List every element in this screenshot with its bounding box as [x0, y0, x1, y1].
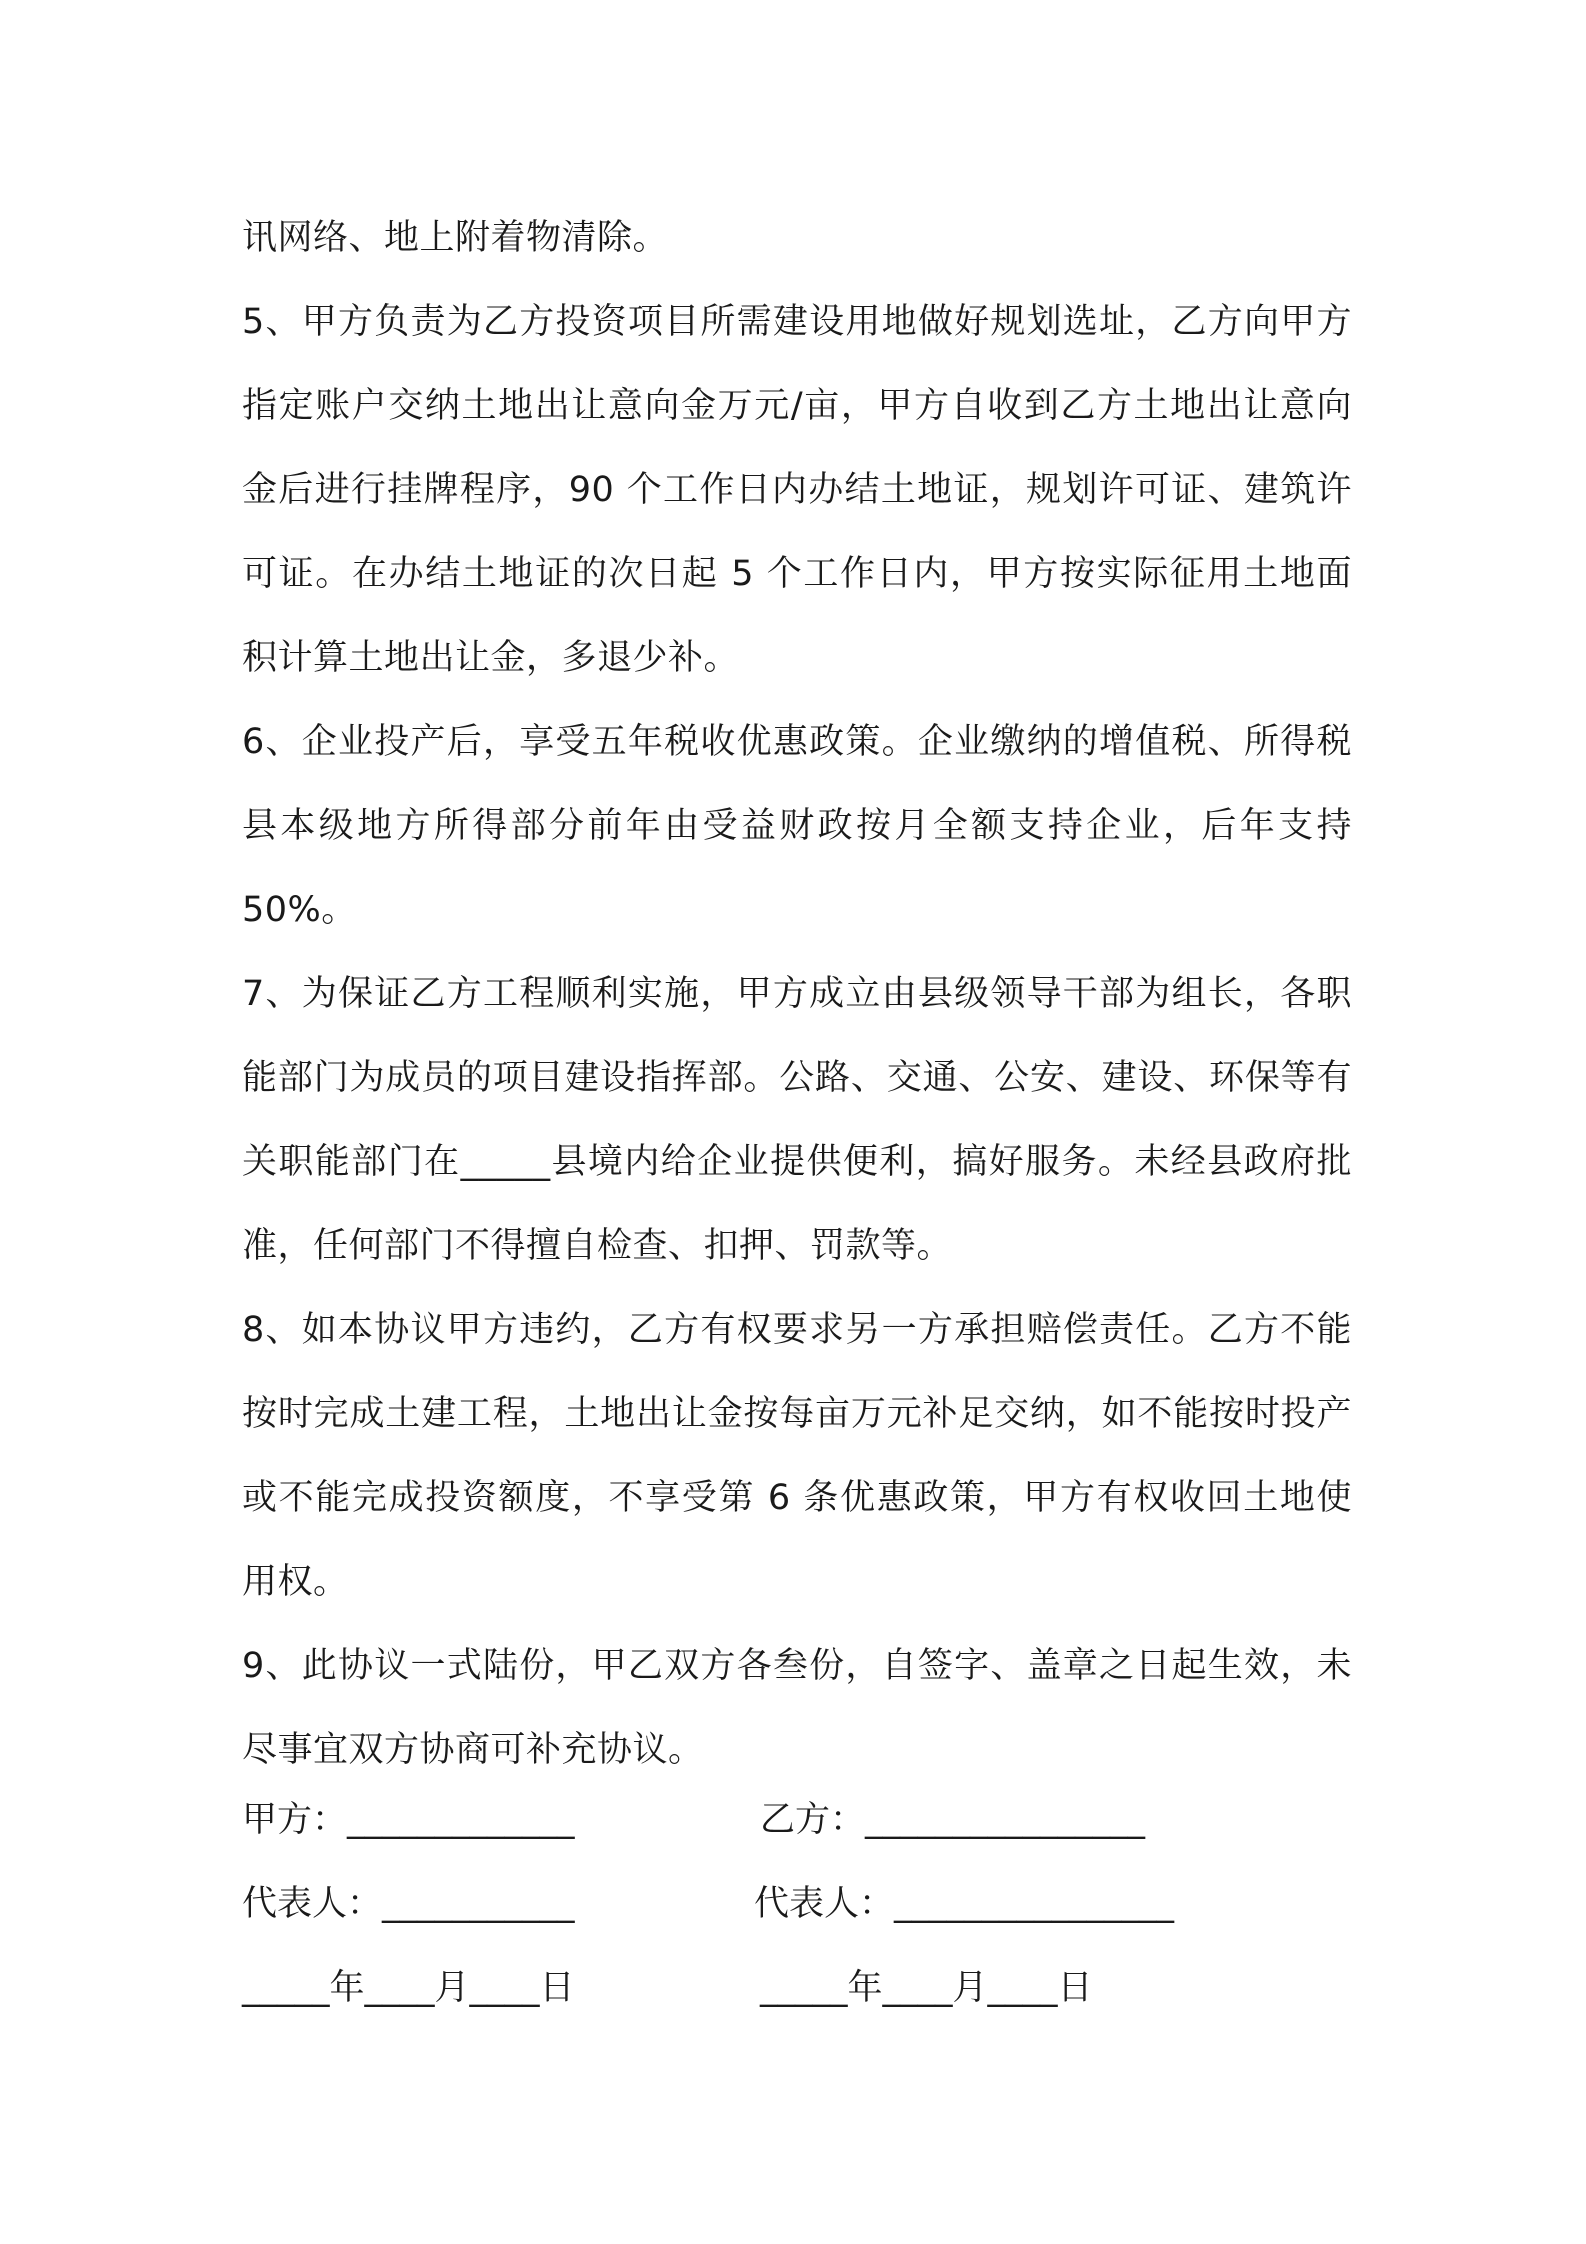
clause-9: 9、此协议一式陆份，甲乙双方各叁份，自签字、盖章之日起生效，未尽事宜双方协商可补充协议。 — [242, 1646, 1352, 1770]
representative-row — [242, 1862, 1352, 1946]
date-row — [242, 1946, 1352, 2030]
party-b-field: 乙方：________________ — [760, 1800, 1146, 1840]
clause-5: 5、甲方负责为乙方投资项目所需建设用地做好规划选址，乙方向甲方指定账户交纳土地出让意向金万元/亩，甲方自收到乙方土地出让意向金后进行挂牌程序，90 个工作日内办结土地证，规划许可证、建筑许可证。在办结土地证的次日起 5 个工作日内，甲方按实际征用土地面积计算土地出让金，多退少补。 — [242, 302, 1352, 678]
representative-a-field: 代表人：___________ — [242, 1884, 575, 1924]
representative-b-field: 代表人：________________ — [754, 1884, 1175, 1924]
party-row — [242, 1778, 1352, 1862]
clause-8: 8、如本协议甲方违约，乙方有权要求另一方承担赔偿责任。乙方不能按时完成土建工程，土地出让金按每亩万元补足交纳，如不能按时投产或不能完成投资额度，不享受第 6 条优惠政策，甲方有权收回土地使用权。 — [242, 1310, 1352, 1602]
date-b-field: _____年____月____日 — [760, 1968, 1093, 2008]
date-a-field: _____年____月____日 — [242, 1968, 575, 2008]
signature-block — [242, 1778, 1352, 2030]
agreement-body — [242, 196, 1352, 1792]
clause-6: 6、企业投产后，享受五年税收优惠政策。企业缴纳的增值税、所得税县本级地方所得部分前年由受益财政按月全额支持企业，后年支持50%。 — [242, 722, 1352, 930]
paragraph-continuation: 讯网络、地上附着物清除。 — [242, 218, 669, 258]
clause-7: 7、为保证乙方工程顺利实施，甲方成立由县级领导干部为组长，各职能部门为成员的项目建设指挥部。公路、交通、公安、建设、环保等有关职能部门在_____县境内给企业提供便利，搞好服务。未经县政府批准，任何部门不得擅自检查、扣押、罚款等。 — [242, 974, 1352, 1266]
party-a-field: 甲方：_____________ — [242, 1800, 575, 1840]
